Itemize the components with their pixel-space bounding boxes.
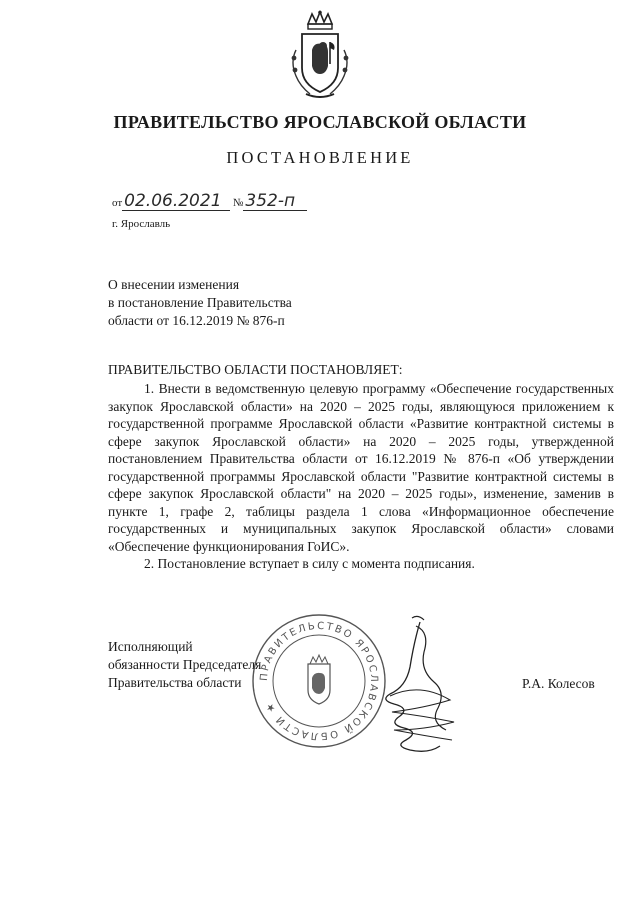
- emblem-icon: [286, 10, 354, 102]
- document-type: ПОСТАНОВЛЕНИЕ: [226, 148, 414, 167]
- handwritten-signature-icon: [350, 612, 490, 762]
- signatory-role: [108, 638, 261, 692]
- document-subject: [108, 276, 292, 330]
- subject-line: области от 16.12.2019 № 876-п: [108, 313, 285, 328]
- city-label: г. Ярославль: [112, 218, 171, 230]
- date-number-line: [112, 192, 307, 211]
- subject-line: О внесении изменения: [108, 277, 240, 292]
- svg-text:ПРАВИТЕЛЬСТВО ЯРОСЛАВСКОЙ ОБЛА: ПРАВИТЕЛЬСТВО ЯРОСЛАВСКОЙ ОБЛАСТИ ★: [258, 620, 380, 742]
- number-prefix: №: [232, 197, 244, 209]
- date-prefix: от: [112, 197, 123, 209]
- signatory-name: Р.А. Колесов: [522, 676, 595, 691]
- decree-heading: ПРАВИТЕЛЬСТВО ОБЛАСТИ ПОСТАНОВЛЯЕТ:: [108, 362, 403, 377]
- body-paragraph: 2. Постановление вступает в силу с момента подписания.: [144, 556, 475, 571]
- role-line: Правительства области: [108, 675, 242, 690]
- role-line: Исполняющий: [108, 639, 193, 654]
- organization-title: ПРАВИТЕЛЬСТВО ЯРОСЛАВСКОЙ ОБЛАСТИ: [113, 112, 527, 132]
- body-paragraph: 1. Внести в ведомственную целевую программу «Обеспечение государственных закупок Ярославской области» на 2020 – 2025 годы, являющуюся приложением к государственной программе Ярославской области «Развитие контрактной системы в сфере закупок Ярославской области» на 2020 – 2025 годы, утвержденной постановлением Правительства области от 16.12.2019 № 876-п «Об утверждении государственной программы Ярославской области "Развитие контрактной системы в сфере закупок Ярославской области" на 2020 – 2025 годы», изменение, заменив в пункте 1, графе 2, таблицы раздела 1 слова «Информационное обеспечение государственных и муниципальных закупок Ярославской области» словами «Обеспечение функционирования ГоИС».: [108, 381, 614, 554]
- document-date: 02.06.2021: [122, 192, 230, 211]
- subject-line: в постановление Правительства: [108, 295, 292, 310]
- role-line: обязанности Председателя: [108, 657, 262, 672]
- document-body: [108, 380, 614, 573]
- document-number: 352-п: [243, 192, 307, 211]
